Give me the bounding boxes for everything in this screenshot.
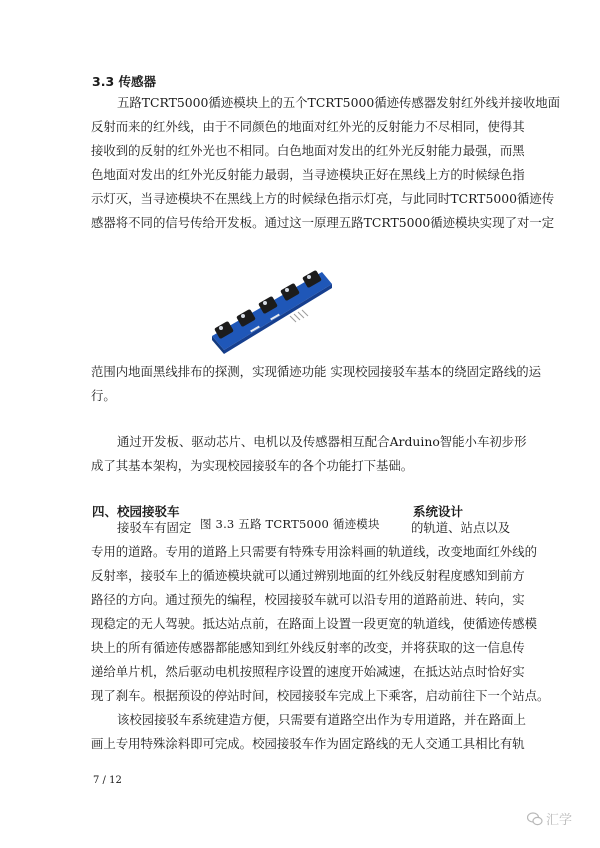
figure-caption: 图 3.3 五路 TCRT5000 循迹模块 — [200, 517, 380, 531]
text-line: 画上专用特殊涂料即可完成。校园接驳车作为固定路线的无人交通工具相比有轨 — [91, 736, 525, 751]
wechat-icon — [527, 812, 543, 826]
text-line: 现了刹车。根据预设的停站时间，校园接驳车完成上下乘客，启动前往下一个站点。 — [91, 688, 550, 703]
text-line: 反射率，接驳车上的循迹模块就可以通过辨别地面的红外线反射程度感知到前方 — [91, 568, 525, 583]
text-line: 感器将不同的信号传给开发板。通过这一原理五路TCRT5000循迹模块实现了对一定 — [91, 215, 555, 230]
text-line: 块上的所有循迹传感器都能感知到红外线反射率的改变，并将获取的这一信息传 — [91, 640, 525, 655]
text-line: 反射而来的红外线，由于不同颜色的地面对红外光的反射能力不尽相同，使得其 — [91, 119, 525, 134]
text-line: 范围内地面黑线排布的探测，实现循迹功能 实现校园接驳车基本的绕固定路线的运 — [91, 364, 542, 379]
text-line: 专用的道路。专用的道路上只需要有特殊专用涂料画的轨道线，改变地面红外线的 — [91, 544, 538, 559]
section-heading-4-left: 四、校园接驳车 — [92, 504, 180, 519]
page-number: 7 / 12 — [93, 775, 122, 786]
watermark — [527, 809, 572, 828]
text-line: 该校园接驳车系统建造方便，只需要有道路空出作为专用道路，并在路面上 — [117, 712, 526, 727]
section-heading-4-right: 系统设计 — [413, 504, 464, 519]
text-line: 递给单片机，然后驱动电机按照程序设置的速度开始减速，在抵达站点时恰好实 — [91, 664, 525, 679]
text-line: 色地面对发出的红外光反射能力最弱，当寻迹模块正好在黑线上方的时候绿色指 — [91, 167, 525, 182]
text-line: 示灯灭，当寻迹模块不在黑线上方的时候绿色指示灯亮，与此同时TCRT5000循迹传 — [91, 191, 555, 206]
tcrt5000-module-photo — [210, 262, 336, 356]
text-line: 路径的方向。通过预先的编程，校园接驳车就可以沿专用的道路前进、转向，实 — [91, 592, 525, 607]
text-line: 接驳车有固定 — [117, 520, 192, 535]
text-line: 五路TCRT5000循迹模块上的五个TCRT5000循迹传感器发射红外线并接收地面 — [117, 95, 561, 110]
text-line: 的轨道、站点以及 — [411, 520, 511, 535]
text-line: 成了其基本架构，为实现校园接驳车的各个功能打下基础。 — [91, 458, 414, 473]
text-line: 接收到的反射的红外光也不相同。白色地面对发出的红外光反射能力最强，而黑 — [91, 143, 525, 158]
watermark-text: 汇学 — [546, 813, 573, 828]
text-line: 通过开发板、驱动芯片、电机以及传感器相互配合Arduino智能小车初步形 — [117, 434, 527, 449]
text-line: 现稳定的无人驾驶。抵达站点前，在路面上设置一段更宽的轨道线，使循迹传感模 — [91, 616, 538, 631]
section-heading-3-3: 3.3 传感器 — [92, 74, 156, 89]
text-line: 行。 — [91, 388, 116, 403]
